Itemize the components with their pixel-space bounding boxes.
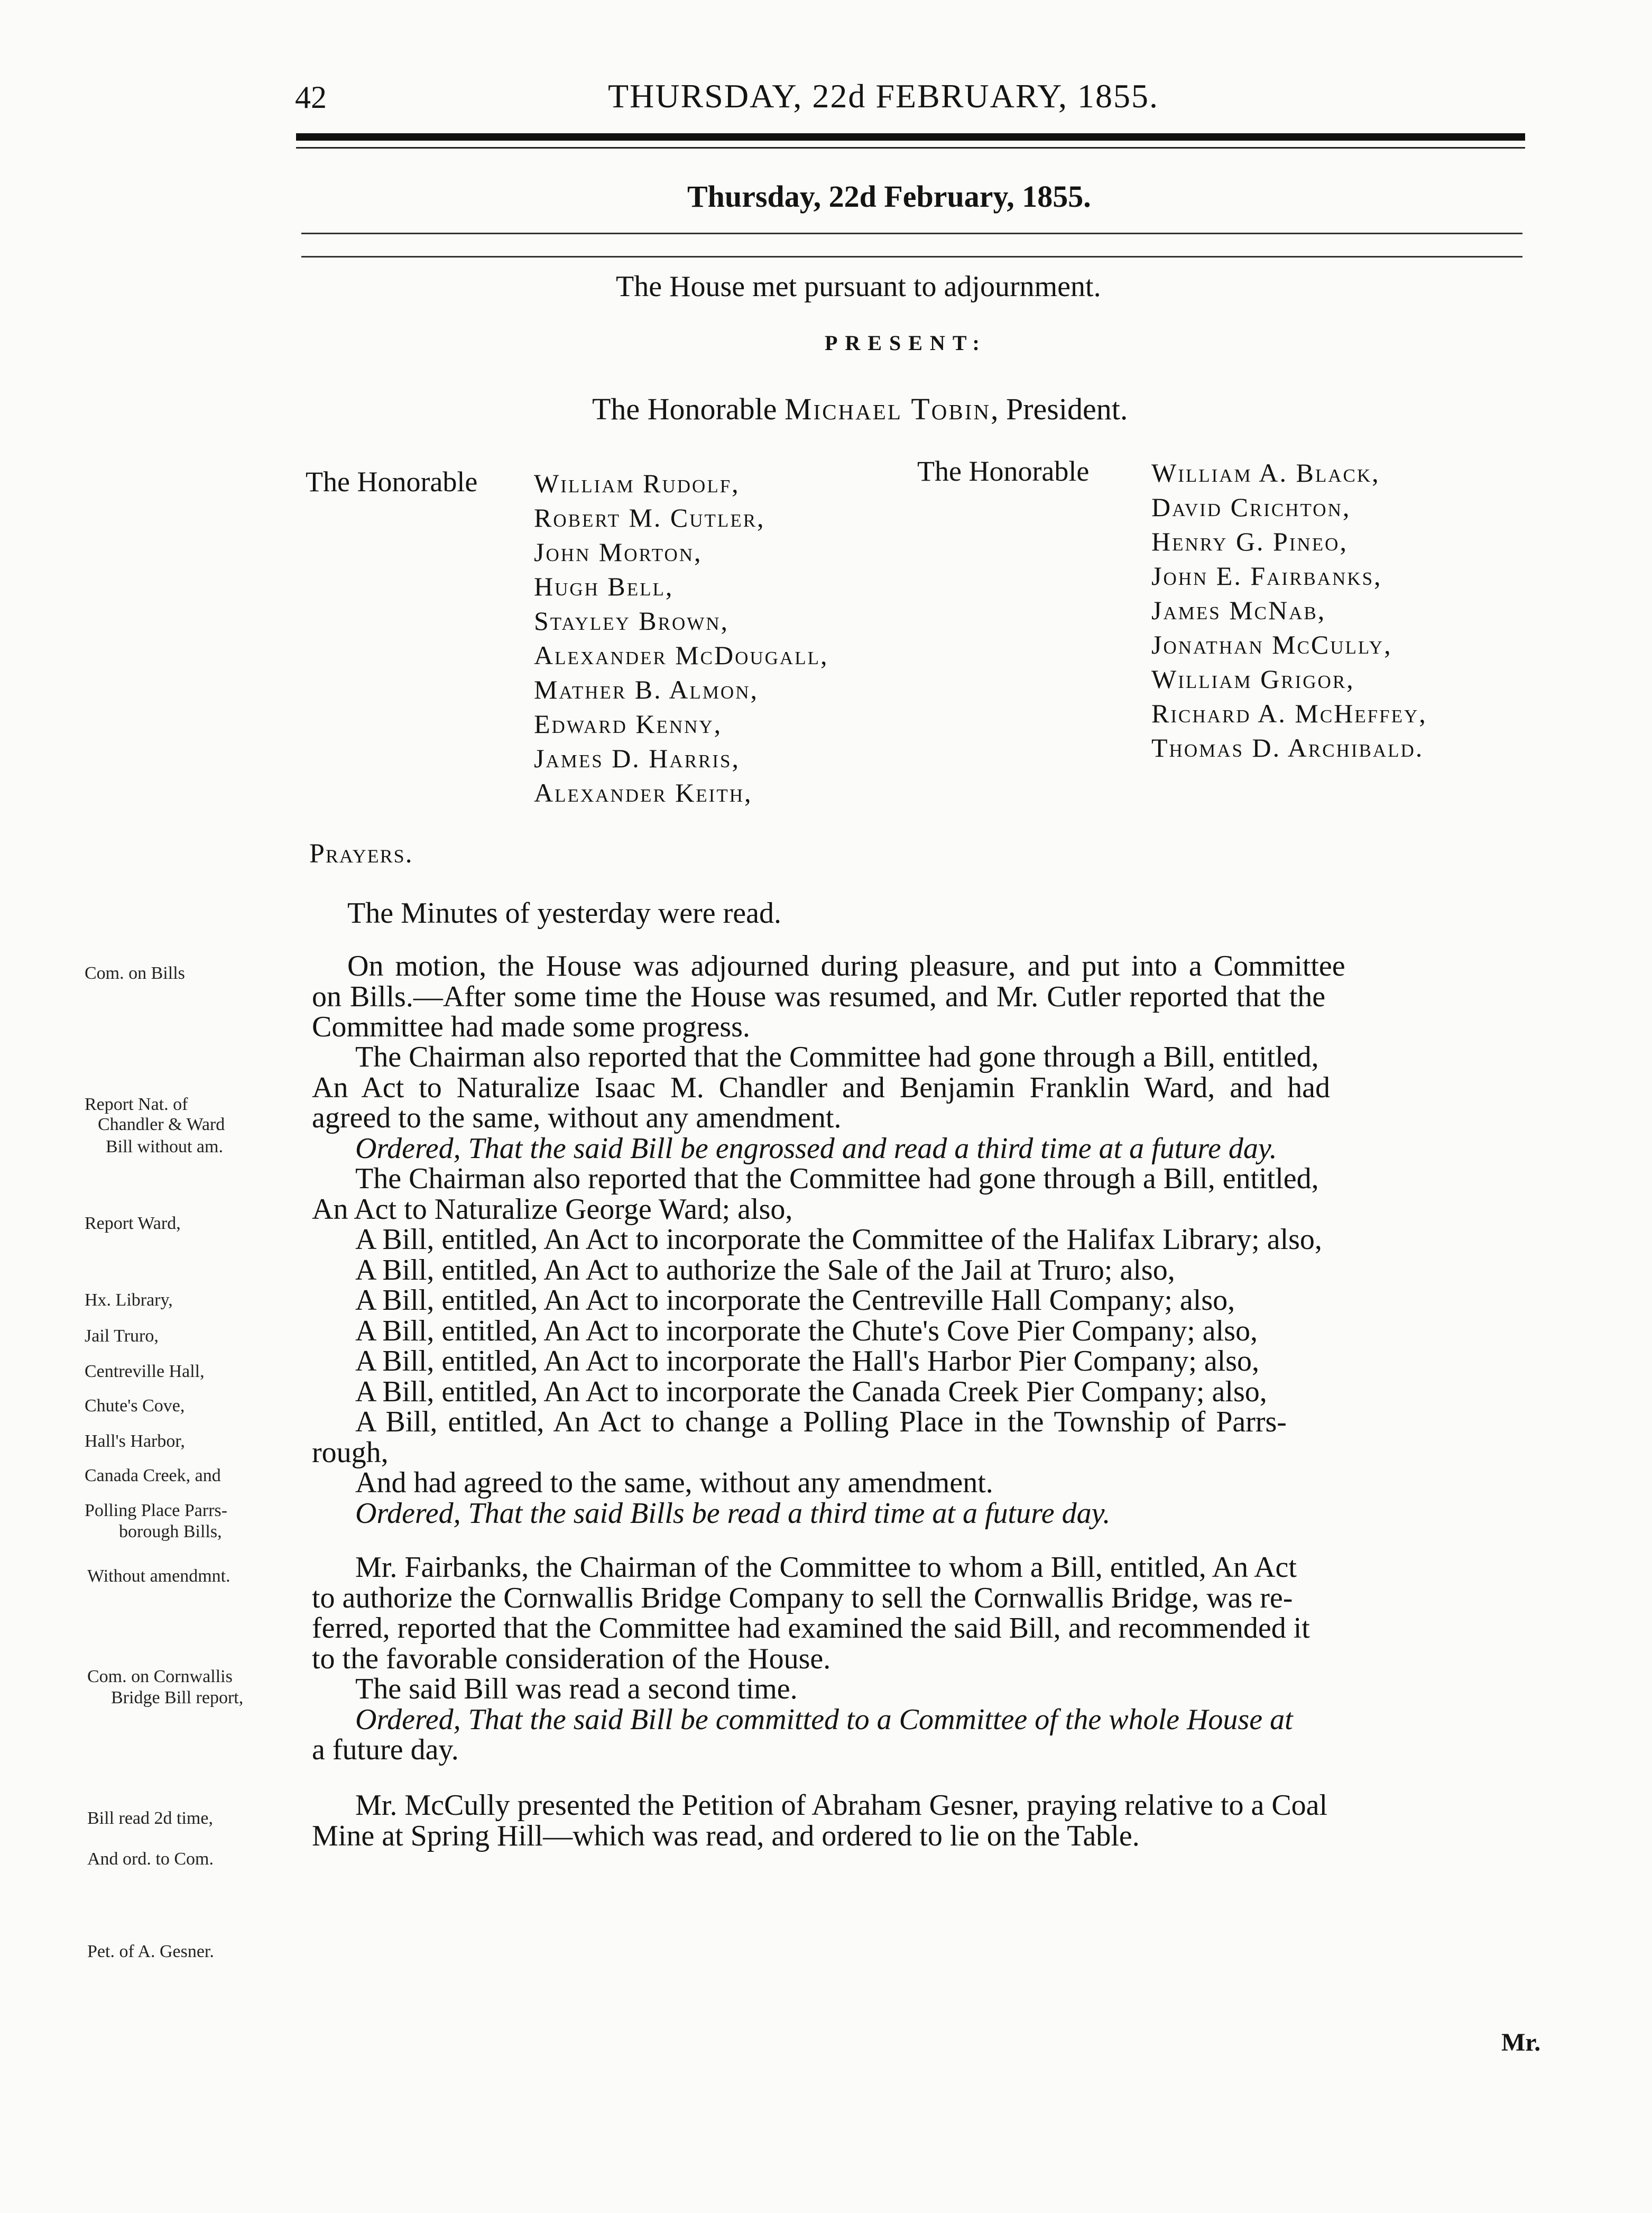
body-line: A Bill, entitled, An Act to change a Polling Place in the Township of Parrs- <box>355 1406 1287 1438</box>
margin-note: Polling Place Parrs- <box>85 1501 228 1520</box>
margin-note: Hx. Library, <box>85 1290 173 1310</box>
member-right: Jonathan McCully, <box>1151 630 1392 659</box>
member-left: Hugh Bell, <box>534 572 674 601</box>
present-label: PRESENT: <box>825 331 987 355</box>
body-line: rough, <box>312 1436 389 1469</box>
body-line: Mr. Fairbanks, the Chairman of the Committee to whom a Bill, entitled, An Act <box>355 1551 1297 1584</box>
member-left: Robert M. Cutler, <box>534 503 765 532</box>
catchword: Mr. <box>1501 2028 1541 2056</box>
body-line: Ordered, That the said Bill be engrossed and read a third time at a future day. <box>355 1132 1277 1165</box>
body-line: a future day. <box>312 1733 459 1766</box>
president-line <box>592 391 1128 427</box>
margin-note: Chute's Cove, <box>85 1396 185 1416</box>
body-line: The Chairman also reported that the Committee had gone through a Bill, entitled, <box>355 1162 1319 1195</box>
member-left: Edward Kenny, <box>534 709 723 739</box>
running-head: THURSDAY, 22d FEBRUARY, 1855. <box>608 77 1159 115</box>
body-line: The Minutes of yesterday were read. <box>347 897 781 930</box>
body-line: Mr. McCully presented the Petition of Abraham Gesner, praying relative to a Coal <box>355 1789 1328 1822</box>
body-line: An Act to Naturalize Isaac M. Chandler and Benjamin Franklin Ward, and had <box>312 1071 1330 1104</box>
margin-note: Bill read 2d time, <box>87 1808 213 1828</box>
opening-line: The House met pursuant to adjournment. <box>616 270 1101 303</box>
margin-note: And ord. to Com. <box>87 1849 214 1869</box>
body-line: The Chairman also reported that the Committee had gone through a Bill, entitled, <box>355 1041 1319 1073</box>
member-left: Alexander McDougall, <box>534 640 829 670</box>
body-line: agreed to the same, without any amendment. <box>312 1101 842 1134</box>
margin-note: Report Ward, <box>85 1214 181 1233</box>
member-left: James D. Harris, <box>534 743 741 773</box>
header-rule-thin <box>296 147 1525 149</box>
body-line: Ordered, That the said Bill be committed to a Committee of the whole House at <box>355 1703 1293 1736</box>
date-heading: Thursday, 22d February, 1855. <box>687 179 1091 214</box>
member-right: Thomas D. Archibald. <box>1151 733 1424 763</box>
margin-note: Bill without am. <box>106 1137 223 1156</box>
member-right: William Grigor, <box>1151 664 1355 694</box>
body-line: on Bills.—After some time the House was resumed, and Mr. Cutler reported that the <box>312 980 1326 1013</box>
member-left: Mather B. Almon, <box>534 675 759 704</box>
right-column-title: The Honorable <box>917 455 1090 487</box>
body-line: A Bill, entitled, An Act to incorporate the Chute's Cove Pier Company; also, <box>355 1315 1258 1347</box>
body-line: And had agreed to the same, without any amendment. <box>355 1466 993 1499</box>
member-right: James McNab, <box>1151 595 1326 625</box>
margin-note: Com. on Bills <box>85 963 185 983</box>
header-rule <box>296 133 1525 141</box>
member-right: William A. Black, <box>1151 458 1380 488</box>
margin-note: Hall's Harbor, <box>85 1431 185 1451</box>
member-left: John Morton, <box>534 537 703 567</box>
member-right: Henry G. Pineo, <box>1151 527 1348 556</box>
body-line: A Bill, entitled, An Act to incorporate the Hall's Harbor Pier Company; also, <box>355 1345 1260 1378</box>
margin-note: borough Bills, <box>119 1522 222 1541</box>
president-name: Michael Tobin <box>784 392 991 426</box>
member-right: David Crichton, <box>1151 492 1351 522</box>
body-line: On motion, the House was adjourned during pleasure, and put into a Committee <box>347 950 1345 982</box>
margin-note: Without amendmnt. <box>87 1566 230 1586</box>
divider-rule-top <box>301 233 1522 234</box>
president-prefix: The Honorable <box>592 392 777 426</box>
body-line: A Bill, entitled, An Act to incorporate the Committee of the Halifax Library; also, <box>355 1223 1322 1256</box>
body-line: Mine at Spring Hill—which was read, and ordered to lie on the Table. <box>312 1820 1140 1852</box>
left-column-title: The Honorable <box>306 466 478 498</box>
body-line: to the favorable consideration of the House. <box>312 1642 831 1675</box>
margin-note: Pet. of A. Gesner. <box>87 1942 214 1961</box>
margin-note: Report Nat. of <box>85 1095 188 1114</box>
margin-note: Centreville Hall, <box>85 1362 205 1381</box>
body-line: A Bill, entitled, An Act to incorporate the Canada Creek Pier Company; also, <box>355 1375 1267 1408</box>
body-line: An Act to Naturalize George Ward; also, <box>312 1193 793 1226</box>
body-line: to authorize the Cornwallis Bridge Company to sell the Cornwallis Bridge, was re- <box>312 1582 1293 1614</box>
body-line: A Bill, entitled, An Act to authorize the Sale of the Jail at Truro; also, <box>355 1254 1175 1287</box>
divider-rule-bottom <box>301 256 1522 258</box>
margin-note: Com. on Cornwallis <box>87 1667 233 1686</box>
page-number: 42 <box>295 80 327 115</box>
member-right: Richard A. McHeffey, <box>1151 699 1427 728</box>
margin-note: Jail Truro, <box>85 1326 159 1346</box>
member-right: John E. Fairbanks, <box>1151 561 1382 591</box>
body-line: ferred, reported that the Committee had examined the said Bill, and recommended it <box>312 1612 1310 1645</box>
body-line: Committee had made some progress. <box>312 1011 750 1043</box>
member-left: William Rudolf, <box>534 469 740 498</box>
member-left: Stayley Brown, <box>534 606 730 636</box>
president-suffix: , President. <box>990 392 1128 426</box>
margin-note: Canada Creek, and <box>85 1466 221 1485</box>
member-left: Alexander Keith, <box>534 778 753 807</box>
margin-note: Bridge Bill report, <box>111 1688 244 1707</box>
body-line: Ordered, That the said Bills be read a third time at a future day. <box>355 1497 1111 1530</box>
prayers-heading: Prayers. <box>309 839 413 869</box>
body-line: A Bill, entitled, An Act to incorporate the Centreville Hall Company; also, <box>355 1284 1235 1317</box>
margin-note: Chandler & Ward <box>98 1115 225 1134</box>
body-line: The said Bill was read a second time. <box>355 1673 798 1705</box>
